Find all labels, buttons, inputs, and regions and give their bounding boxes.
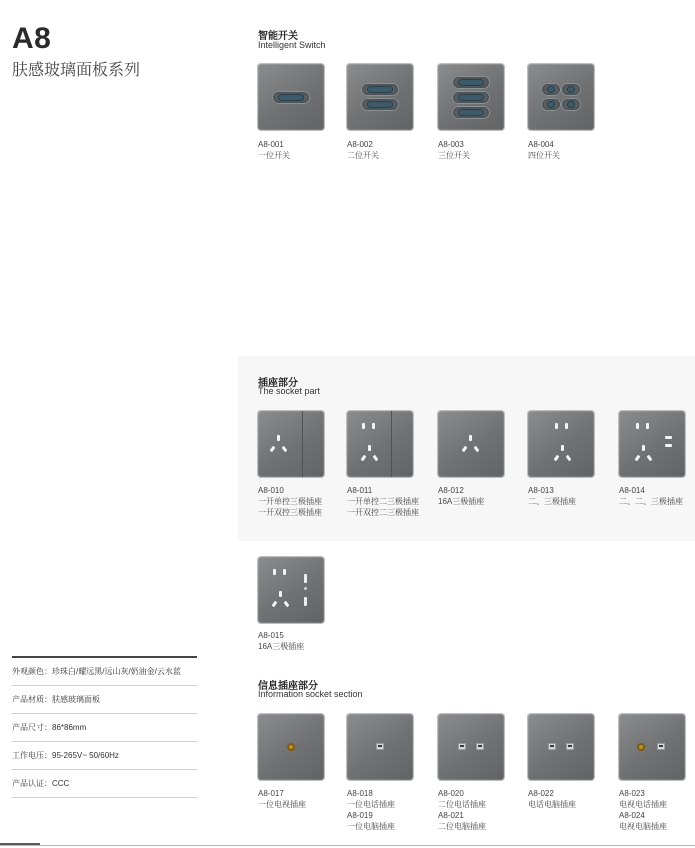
coax-tv-port	[287, 743, 295, 751]
product-name: 16A三极插座	[258, 642, 305, 651]
spec-material: 产品材质：肤感玻璃面板	[12, 685, 197, 713]
usb-indicator	[304, 587, 307, 590]
socket-panel-011	[347, 411, 413, 477]
socket-label-010	[258, 485, 322, 518]
socket-hole	[284, 601, 290, 608]
product-code: A8-011	[347, 486, 373, 495]
product-name: 二、三极插座	[528, 497, 576, 506]
switch-panel-1	[258, 64, 324, 130]
product-name: 一开单控二三极插座	[347, 497, 419, 506]
rj-jack	[548, 743, 556, 750]
socket-hole	[272, 601, 278, 608]
usb-port	[304, 574, 307, 583]
rj-jack	[566, 743, 574, 750]
rj-jack	[376, 743, 384, 750]
info-panel-020	[438, 714, 504, 780]
product-name: 三位开关	[438, 151, 470, 160]
socket-section-title-cn: 插座部分	[258, 378, 298, 389]
model-title: A8	[12, 22, 52, 55]
switch-panel-2	[347, 64, 413, 130]
socket-hole	[565, 423, 568, 429]
socket-label-011	[347, 485, 419, 518]
product-name: 一位电话插座	[347, 800, 395, 809]
product-code: A8-024	[619, 811, 645, 820]
socket-hole	[646, 423, 649, 429]
socket-label-015	[258, 630, 304, 652]
socket-label-012	[438, 485, 484, 507]
product-name: 一位开关	[258, 151, 290, 160]
switch-label-3	[438, 139, 470, 161]
switch-button	[541, 83, 561, 96]
spec-size: 产品尺寸：86*86mm	[12, 713, 197, 741]
socket-section-title-en: The socket part	[258, 386, 321, 396]
socket-panel-015	[258, 557, 324, 623]
socket-hole	[474, 446, 480, 453]
product-name: 四位开关	[528, 151, 560, 160]
switch-button	[272, 91, 310, 104]
product-code: A8-023	[619, 789, 645, 798]
product-code: A8-020	[438, 789, 464, 798]
product-name: 二、二、三极插座	[619, 497, 683, 506]
spec-color: 外观颜色：珍珠白/耀远黑/远山灰/奶油金/云水蓝	[12, 656, 197, 685]
product-code: A8-018	[347, 789, 373, 798]
info-section-title-cn: 信息插座部分	[258, 681, 318, 692]
rj-jack	[458, 743, 466, 750]
spec-certification: 产品认证：CCC	[12, 769, 197, 798]
socket-hole	[647, 455, 653, 462]
product-code: A8-004	[528, 140, 554, 149]
switch-button	[452, 76, 490, 89]
product-code: A8-003	[438, 140, 464, 149]
info-panel-023	[619, 714, 685, 780]
switch-label-1	[258, 139, 290, 161]
socket-hole	[469, 435, 472, 441]
socket-hole	[273, 569, 276, 575]
switch-button	[561, 83, 581, 96]
socket-hole	[279, 591, 282, 597]
product-name: 一开单控三极插座	[258, 497, 322, 506]
socket-hole	[636, 423, 639, 429]
rj-jack	[657, 743, 665, 750]
info-panel-018	[347, 714, 413, 780]
product-name: 二位电脑插座	[438, 822, 486, 831]
switch-button	[541, 98, 561, 111]
socket-label-014	[619, 485, 683, 507]
socket-panel-012	[438, 411, 504, 477]
socket-hole	[362, 423, 365, 429]
series-subtitle: 肤感玻璃面板系列	[12, 62, 141, 79]
info-panel-022	[528, 714, 594, 780]
switch-panel-3	[438, 64, 504, 130]
socket-panel-013	[528, 411, 594, 477]
product-name: 一开双控三极插座	[258, 508, 322, 517]
product-code: A8-021	[438, 811, 464, 820]
socket-panel-014	[619, 411, 685, 477]
info-label-018	[347, 788, 395, 832]
switch-panel-4	[528, 64, 594, 130]
spec-voltage: 工作电压：95-265V~ 50/60Hz	[12, 741, 197, 769]
product-name: 二位电话插座	[438, 800, 486, 809]
info-panel-017	[258, 714, 324, 780]
product-code: A8-022	[528, 789, 554, 798]
product-code: A8-012	[438, 486, 464, 495]
product-name: 一位电视插座	[258, 800, 306, 809]
product-code: A8-019	[347, 811, 373, 820]
socket-label-013	[528, 485, 576, 507]
usb-port	[304, 597, 307, 606]
switch-button	[361, 98, 399, 111]
rj-jack	[476, 743, 484, 750]
product-code: A8-001	[258, 140, 284, 149]
product-code: A8-002	[347, 140, 373, 149]
socket-hole	[277, 435, 280, 441]
socket-hole	[270, 446, 276, 453]
switch-divider	[302, 411, 303, 477]
socket-hole	[373, 455, 379, 462]
product-name: 电视电话插座	[619, 800, 667, 809]
info-label-023	[619, 788, 667, 832]
socket-hole	[635, 455, 641, 462]
switch-divider	[391, 411, 392, 477]
product-name: 一开双控二三极插座	[347, 508, 419, 517]
switch-section-title-en: Intelligent Switch	[258, 40, 326, 50]
switch-button	[561, 98, 581, 111]
socket-hole	[368, 445, 371, 451]
product-code: A8-010	[258, 486, 284, 495]
switch-button	[452, 91, 490, 104]
info-label-020	[438, 788, 486, 832]
product-code: A8-014	[619, 486, 645, 495]
product-name: 电话电脑插座	[528, 800, 576, 809]
switch-label-4	[528, 139, 560, 161]
socket-hole	[665, 436, 672, 439]
switch-button	[452, 106, 490, 119]
switch-button	[361, 83, 399, 96]
socket-hole	[372, 423, 375, 429]
socket-hole	[566, 455, 572, 462]
info-section-title-en: Information socket section	[258, 689, 363, 699]
socket-hole	[462, 446, 468, 453]
info-label-017	[258, 788, 306, 810]
product-name: 电视电脑插座	[619, 822, 667, 831]
socket-hole	[642, 445, 645, 451]
info-label-022	[528, 788, 576, 810]
socket-hole	[554, 455, 560, 462]
socket-hole	[283, 569, 286, 575]
product-code: A8-017	[258, 789, 284, 798]
socket-hole	[555, 423, 558, 429]
product-code: A8-013	[528, 486, 554, 495]
switch-label-2	[347, 139, 379, 161]
product-name: 二位开关	[347, 151, 379, 160]
page-bottom-rule	[0, 845, 695, 846]
switch-section-title-cn: 智能开关	[258, 31, 298, 42]
product-name: 一位电脑插座	[347, 822, 395, 831]
product-name: 16A三极插座	[438, 497, 485, 506]
socket-hole	[665, 444, 672, 447]
coax-tv-port	[637, 743, 645, 751]
product-code: A8-015	[258, 631, 284, 640]
socket-hole	[561, 445, 564, 451]
socket-hole	[361, 455, 367, 462]
socket-panel-010	[258, 411, 324, 477]
socket-hole	[282, 446, 288, 453]
